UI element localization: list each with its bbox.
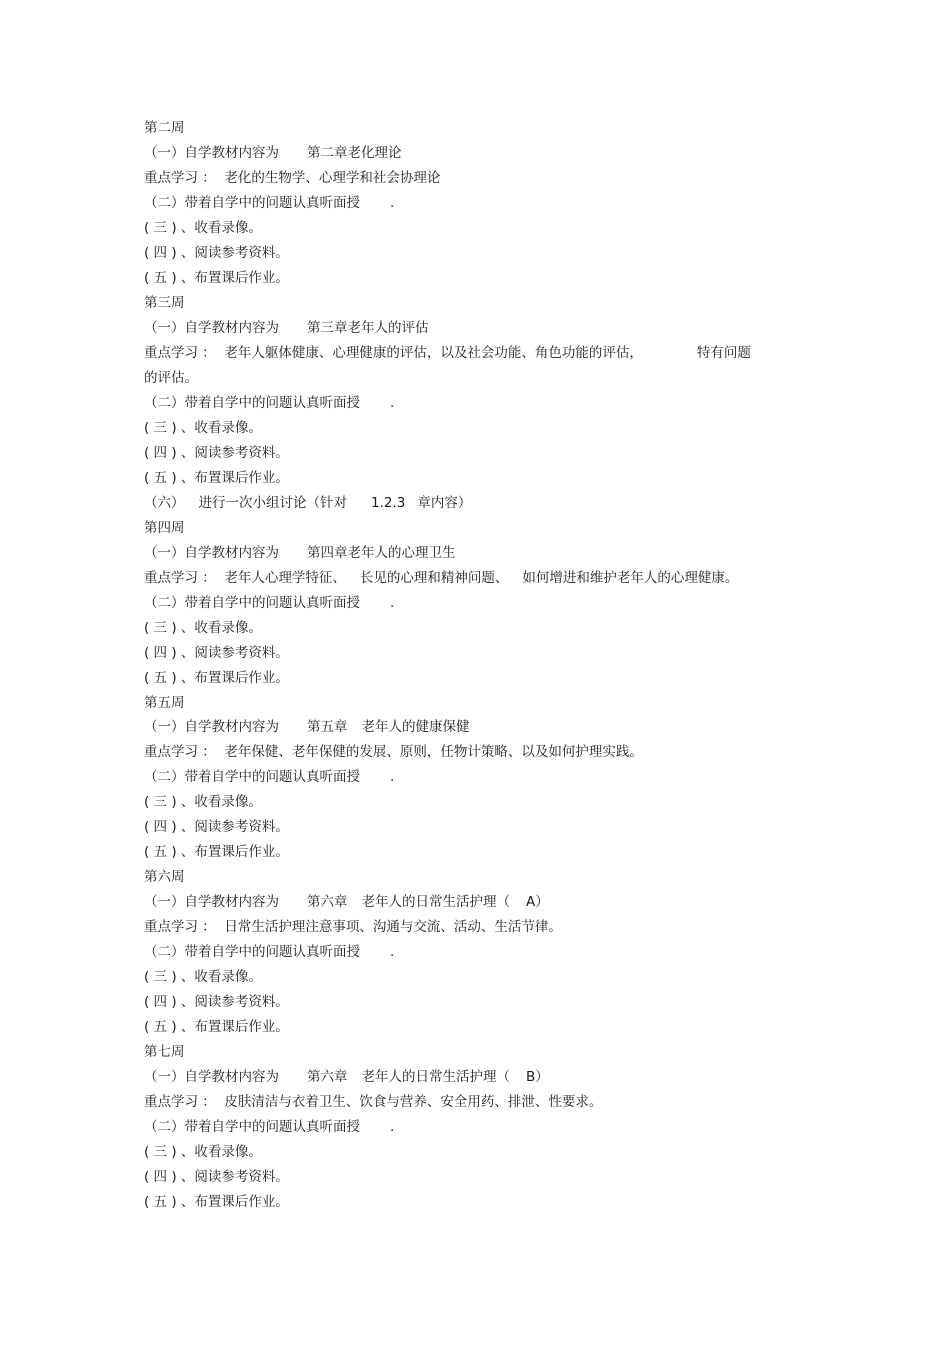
week-5-study-line [144,717,470,737]
week-6-title: 第六周 [144,869,185,885]
week-3-title: 第三周 [144,295,185,311]
study-chapter: 第六章 [307,894,348,910]
week-6-study-line [144,892,549,912]
week-3-reading: ( 四 ) 、阅读参考资料。 [144,445,289,461]
week-7-video: ( 三 ) 、收看录像。 [144,1144,262,1160]
week-4-lecture-line [144,593,394,613]
study-prefix: （一）自学教材内容为 [144,320,279,336]
focus-part-c: 如何增进和维护老年人的心理健康。 [522,570,739,586]
lecture-text: （二）带着自学中的问题认真听面授 [144,944,360,960]
study-topic: 老年人的健康保健 [361,719,470,735]
week-3-discussion-line [144,493,471,513]
week-7-study-line [144,1067,549,1087]
lecture-text: （二）带着自学中的问题认真听面授 [144,195,360,211]
week-2-reading: ( 四 ) 、阅读参考资料。 [144,245,289,261]
week-5-title: 第五周 [144,695,185,711]
focus-part-a: 重点学习 ： 老年人心理学特征、 [144,570,346,586]
week-4-video: ( 三 ) 、收看录像。 [144,620,262,636]
week-2-video: ( 三 ) 、收看录像。 [144,220,262,236]
study-prefix: （一）自学教材内容为 [144,1069,279,1085]
week-6-focus: 重点学习 ： 日常生活护理注意事项、沟通与交流、活动、生活节律。 [144,919,562,935]
week-2-title: 第二周 [144,120,185,136]
week-7-lecture-line [144,1117,394,1137]
discussion-prefix: （六） [144,495,185,511]
week-5-lecture-line [144,767,394,787]
lecture-end: . [390,1119,395,1135]
week-3-focus-cont: 的评估。 [144,370,198,386]
week-5-focus: 重点学习 ： 老年保健、老年保健的发展、原则，任物计策略、以及如何护理实践。 [144,744,643,760]
lecture-text: （二）带着自学中的问题认真听面授 [144,595,360,611]
study-prefix: （一）自学教材内容为 [144,145,279,161]
week-5-reading: ( 四 ) 、阅读参考资料。 [144,819,289,835]
focus-part-b: 长见的心理和精神问题、 [359,570,509,586]
lecture-end: . [390,944,395,960]
study-prefix: （一）自学教材内容为 [144,545,279,561]
lecture-end: . [390,769,395,785]
study-chapter: 第四章老年人的心理卫生 [307,545,456,561]
week-6-video: ( 三 ) 、收看录像。 [144,969,262,985]
lecture-text: （二）带着自学中的问题认真听面授 [144,1119,360,1135]
lecture-text: （二）带着自学中的问题认真听面授 [144,769,360,785]
week-4-study-line [144,543,456,563]
study-chapter: 第六章 [307,1069,348,1085]
week-3-lecture-line [144,393,394,413]
week-2-study-line [144,143,402,163]
week-3-focus-line [144,343,751,363]
study-prefix: （一）自学教材内容为 [144,719,279,735]
study-chapter: 第三章老年人的评估 [307,320,429,336]
discussion-end: 章内容） [417,495,472,511]
study-topic: 老年人的日常生活护理（ [361,1069,510,1085]
study-part: A） [526,894,549,910]
week-6-homework: ( 五 ) 、布置课后作业。 [144,1019,289,1035]
week-2-lecture-line [144,193,394,213]
study-topic: 老年人的日常生活护理（ [361,894,510,910]
study-chapter: 第二章老化理论 [307,145,402,161]
week-5-homework: ( 五 ) 、布置课后作业。 [144,844,289,860]
week-4-homework: ( 五 ) 、布置课后作业。 [144,670,289,686]
focus-text: 重点学习 ： 老年人躯体健康、心理健康的评估，以及社会功能、角色功能的评估， [144,345,643,361]
focus-tail: 特有问题 [696,345,751,361]
lecture-end: . [390,195,395,211]
week-2-homework: ( 五 ) 、布置课后作业。 [144,270,289,286]
week-3-study-line [144,318,429,338]
week-7-reading: ( 四 ) 、阅读参考资料。 [144,1169,289,1185]
lecture-end: . [390,395,395,411]
lecture-end: . [390,595,395,611]
week-4-reading: ( 四 ) 、阅读参考资料。 [144,645,289,661]
week-7-focus: 重点学习 ： 皮肤清洁与衣着卫生、饮食与营养、安全用药、排泄、性要求。 [144,1094,603,1110]
study-part: B） [526,1069,549,1085]
week-7-homework: ( 五 ) 、布置课后作业。 [144,1194,289,1210]
week-6-reading: ( 四 ) 、阅读参考资料。 [144,994,289,1010]
week-2-focus: 重点学习 ： 老化的生物学、心理学和社会协理论 [144,170,441,186]
study-chapter: 第五章 [307,719,348,735]
lecture-text: （二）带着自学中的问题认真听面授 [144,395,360,411]
discussion-nums: 1.2.3 [371,495,406,511]
week-4-title: 第四周 [144,520,185,536]
week-4-focus-line [144,568,738,588]
discussion-text: 进行一次小组讨论（针对 [198,495,347,511]
week-5-video: ( 三 ) 、收看录像。 [144,794,262,810]
week-7-title: 第七周 [144,1044,185,1060]
week-3-video: ( 三 ) 、收看录像。 [144,420,262,436]
study-prefix: （一）自学教材内容为 [144,894,279,910]
week-3-homework: ( 五 ) 、布置课后作业。 [144,470,289,486]
week-6-lecture-line [144,942,394,962]
